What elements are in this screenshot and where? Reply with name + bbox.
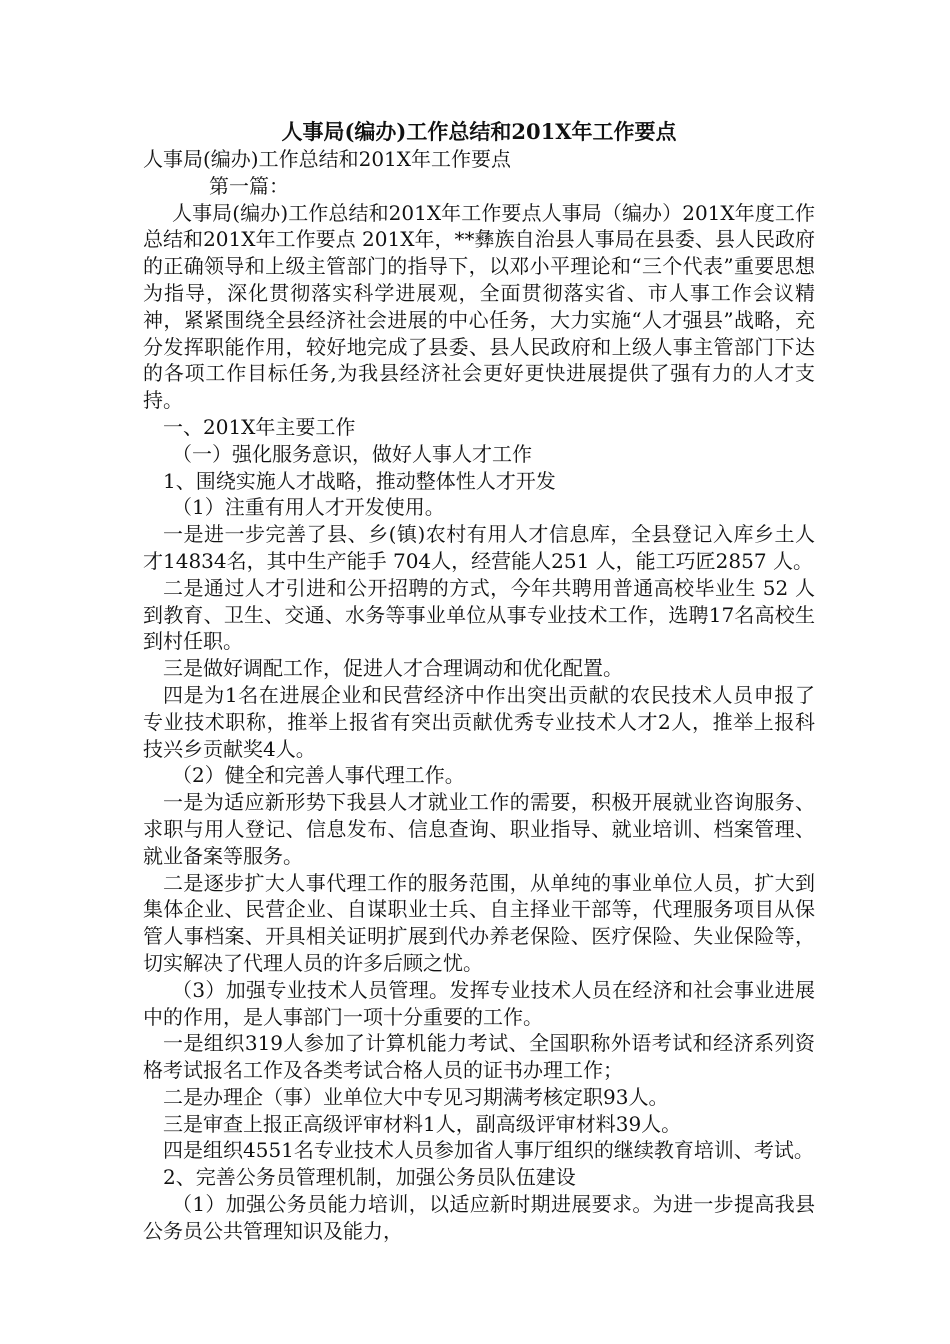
paragraph: 四是为1名在进展企业和民营经济中作出突出贡献的农民技术人员申报了专业技术职称，推举上报省有突出贡献优秀专业技术人才2人，推举上报科技兴乡贡献奖4人。 (143, 682, 815, 761)
document-body (143, 118, 815, 1245)
paragraph: 一是进一步完善了县、乡(镇)农村有用人才信息库，全县登记入库乡土人才14834名，其中生产能手 704人，经营能人251 人，能工巧匠2857 人。 (143, 522, 815, 573)
paragraph: 二是通过人才引进和公开招聘的方式，今年共聘用普通高校毕业生 52 人到教育、卫生、交通、水务等事业单位从事专业技术工作，选聘17名高校生到村任职。 (143, 575, 815, 654)
paragraph: （1）加强公务员能力培训，以适应新时期进展要求。为进一步提高我县公务员公共管理知识及能力， (143, 1192, 815, 1243)
paragraph: 四是组织4551名专业技术人员参加省人事厅组织的继续教育培训、考试。 (163, 1138, 814, 1163)
paragraph: （3）加强专业技术人员管理。发挥专业技术人员在经济和社会事业进展中的作用，是人事部门一项十分重要的工作。 (143, 977, 815, 1029)
section-heading: 第一篇： (209, 173, 289, 198)
paragraph: 1、围绕实施人才战略，推动整体性人才开发 (163, 468, 556, 493)
paragraph: 一是组织319人参加了计算机能力考试、全国职称外语考试和经济系列资格考试报名工作及各类考试合格人员的证书办理工作； (143, 1031, 815, 1083)
paragraph: 三是审查上报正高级评审材料1人，副高级评审材料39人。 (163, 1111, 682, 1136)
document-title: 人事局(编办)工作总结和201X年工作要点 (281, 119, 677, 144)
paragraph: （一）强化服务意识，做好人事人才工作 (172, 441, 532, 466)
paragraph: （1）注重有用人才开发使用。 (172, 495, 445, 520)
paragraph: 二是办理企（事）业单位大中专见习期满考核定职93人。 (163, 1084, 669, 1109)
paragraph: 人事局(编办)工作总结和201X年工作要点人事局（编办）201X年度工作总结和201X年工作要点 201X年，**彝族自治县人事局在县委、县人民政府的正确领导和上级主管部门的指导下，以邓小平理论和“三个代表”重要思想为指导，深化贯彻落实科学进展观，全面贯彻落实省、市人事工作会议精神，紧紧围绕全县经济社会进展的中心任务，大力实施“人才强县”战略，充分发挥职能作用，较好地完成了县委、县人民政府和上级人事主管部门下达的各项工作目标任务,为我县经济社会更好更快进展提供了强有力的人才支持。 (143, 200, 815, 413)
paragraph: 2、完善公务员管理机制，加强公务员队伍建设 (163, 1165, 576, 1190)
paragraph: 三是做好调配工作，促进人才合理调动和优化配置。 (163, 656, 623, 681)
document-subtitle: 人事局(编办)工作总结和201X年工作要点 (143, 147, 512, 171)
paragraph: 二是逐步扩大人事代理工作的服务范围，从单纯的事业单位人员，扩大到集体企业、民营企业、自谋职业士兵、自主择业干部等，代理服务项目从保管人事档案、开具相关证明扩展到代办养老保险、医疗保险、失业保险等，切实解决了代理人员的许多后顾之忧。 (143, 870, 815, 975)
paragraph: 一是为适应新形势下我县人才就业工作的需要，积极开展就业咨询服务、求职与用人登记、信息发布、信息查询、职业指导、就业培训、档案管理、就业备案等服务。 (143, 790, 815, 868)
paragraph: （2）健全和完善人事代理工作。 (172, 763, 465, 788)
paragraph: 一、201X年主要工作 (163, 414, 356, 439)
